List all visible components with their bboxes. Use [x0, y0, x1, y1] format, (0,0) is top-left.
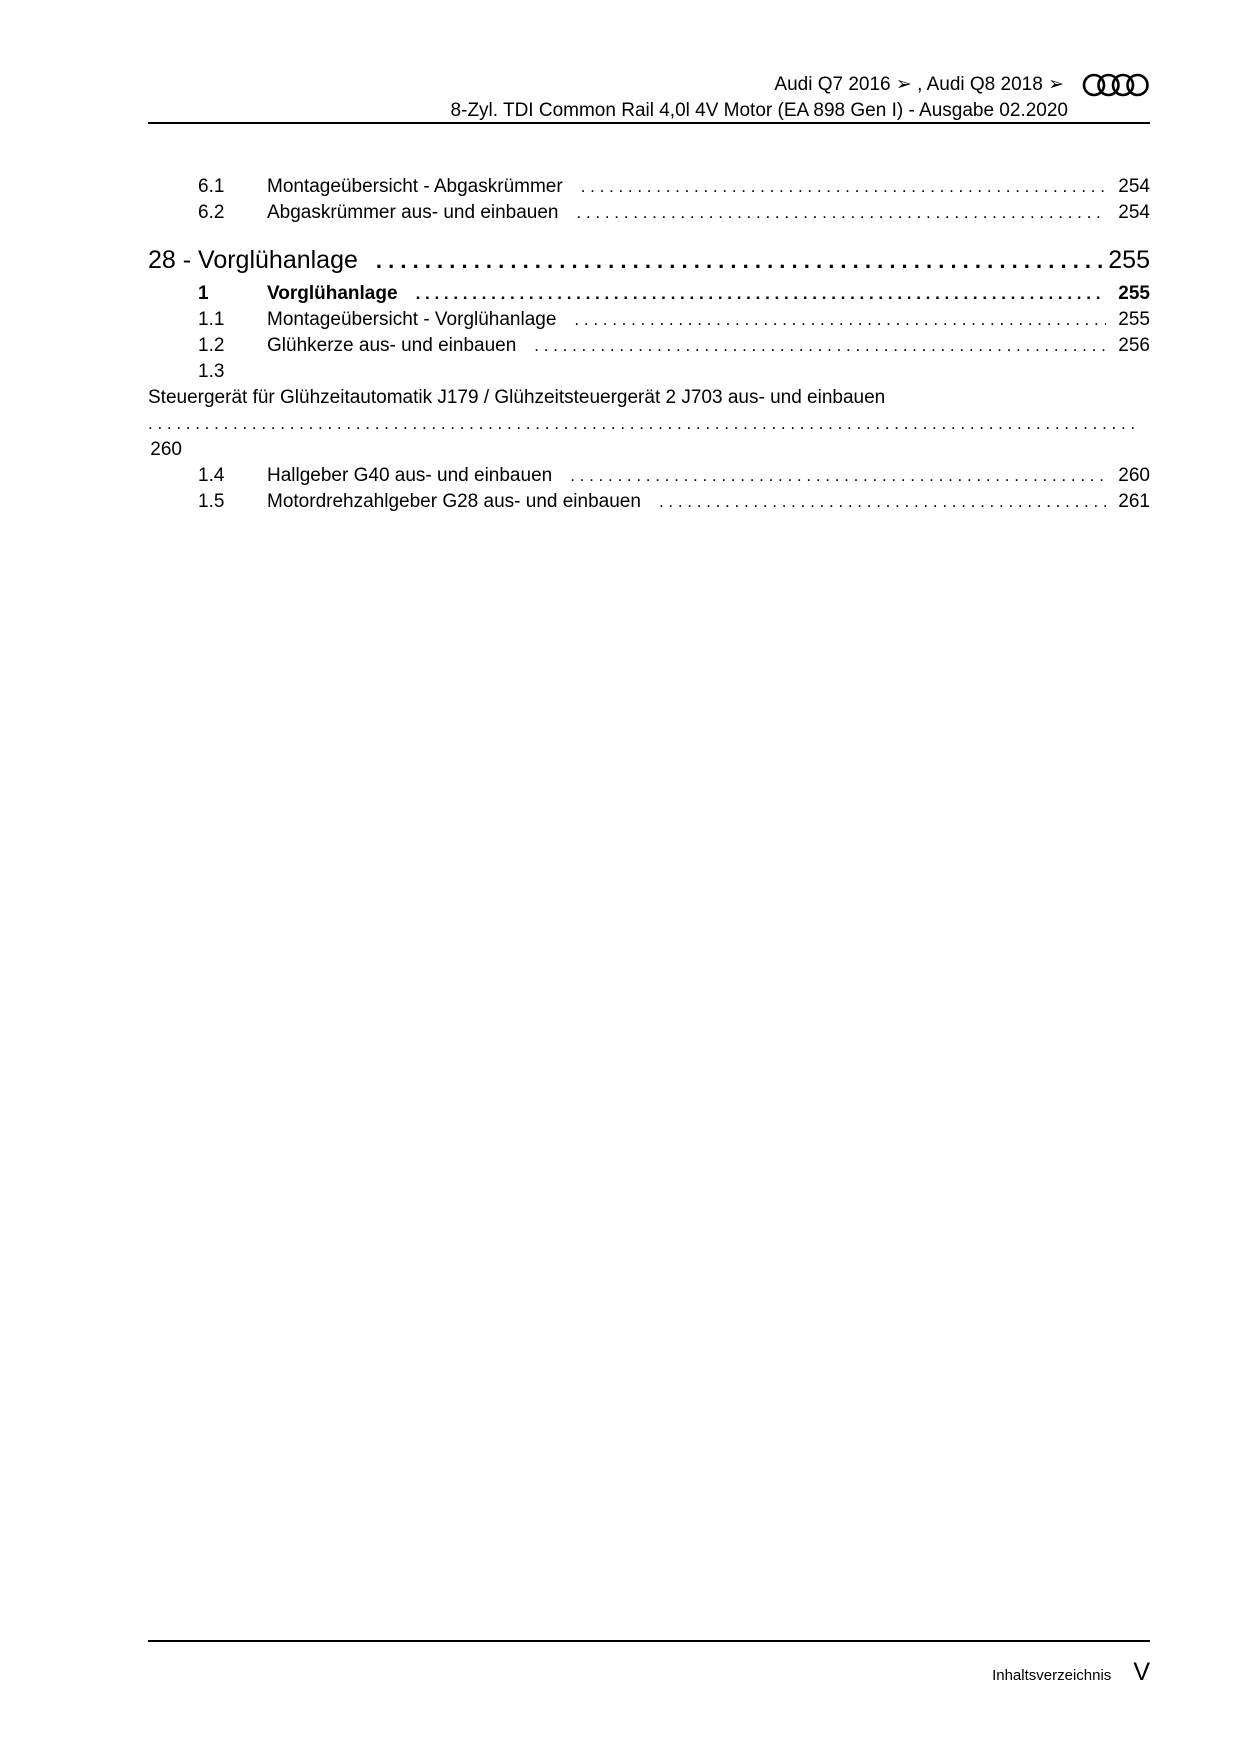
toc-chapter-page: 255	[1108, 246, 1150, 274]
header-models: Audi Q7 2016 ➢ , Audi Q8 2018 ➢	[774, 74, 1064, 95]
dot-leader	[574, 307, 1106, 333]
toc-entry-page: 255	[1118, 309, 1150, 330]
toc-section-title: Vorglühanlage	[267, 283, 398, 304]
toc-entry-number: 1.1	[198, 309, 225, 330]
toc-entry-title: Motordrehzahlgeber G28 aus- und einbauen	[267, 491, 641, 512]
footer-page-number: V	[1133, 1658, 1150, 1686]
toc-entry-page: 254	[1118, 202, 1150, 223]
dot-leader	[416, 281, 1106, 307]
toc-section[interactable]	[148, 281, 1150, 307]
toc-entry-title: Steuergerät für Glühzeitautomatik J179 / Glühzeitsteuergerät 2 J703 aus- und einbauen	[148, 387, 886, 408]
toc-entry[interactable]	[148, 333, 1150, 359]
toc-entry-number: 1.5	[198, 491, 225, 512]
page-footer	[148, 1640, 1150, 1686]
toc-entry[interactable]	[148, 200, 1150, 226]
header-divider	[148, 122, 1150, 124]
header-engine: 8-Zyl. TDI Common Rail 4,0l 4V Motor (EA 898 Gen I) - Ausgabe 02.2020	[450, 100, 1068, 121]
audi-rings-icon	[1082, 72, 1150, 98]
toc-entry-page: 254	[1118, 176, 1150, 197]
toc-entry-title: Montageübersicht - Abgaskrümmer	[267, 176, 563, 197]
toc-section-number: 1	[198, 283, 209, 304]
toc-section-page: 255	[1118, 283, 1150, 304]
dot-leader	[534, 333, 1106, 359]
dot-leader	[577, 200, 1106, 226]
toc-entry-title: Montageübersicht - Vorglühanlage	[267, 309, 557, 330]
toc-entry-page: 260	[1118, 465, 1150, 486]
toc-entry-number: 1.3	[198, 361, 225, 382]
toc-entry[interactable]	[148, 359, 1150, 463]
footer-section-label: Inhaltsverzeichnis	[992, 1667, 1112, 1684]
toc-entry-number: 1.2	[198, 335, 225, 356]
toc-entry-number: 1.4	[198, 465, 225, 486]
toc-entry-page: 256	[1118, 335, 1150, 356]
toc-entry-title: Hallgeber G40 aus- und einbauen	[267, 465, 553, 486]
toc-entry-title: Glühkerze aus- und einbauen	[267, 335, 517, 356]
toc-entry-page: 260	[150, 439, 182, 460]
dot-leader	[148, 411, 1140, 437]
table-of-contents	[148, 174, 1150, 515]
toc-entry[interactable]	[148, 463, 1150, 489]
footer-divider	[148, 1640, 1150, 1642]
dot-leader	[659, 489, 1106, 515]
toc-chapter[interactable]	[148, 243, 1150, 277]
toc-chapter-title: 28 - Vorglühanlage	[148, 246, 358, 274]
dot-leader	[376, 244, 1104, 278]
dot-leader	[570, 463, 1106, 489]
header-line-1	[774, 70, 1150, 100]
toc-entry-page: 261	[1118, 491, 1150, 512]
toc-entry-number: 6.2	[198, 202, 225, 223]
toc-entry[interactable]	[148, 489, 1150, 515]
dot-leader	[581, 174, 1106, 200]
footer-text	[992, 1658, 1150, 1687]
toc-entry[interactable]	[148, 307, 1150, 333]
toc-entry[interactable]	[148, 174, 1150, 200]
toc-entry-title: Abgaskrümmer aus- und einbauen	[267, 202, 559, 223]
toc-entry-number: 6.1	[198, 176, 225, 197]
